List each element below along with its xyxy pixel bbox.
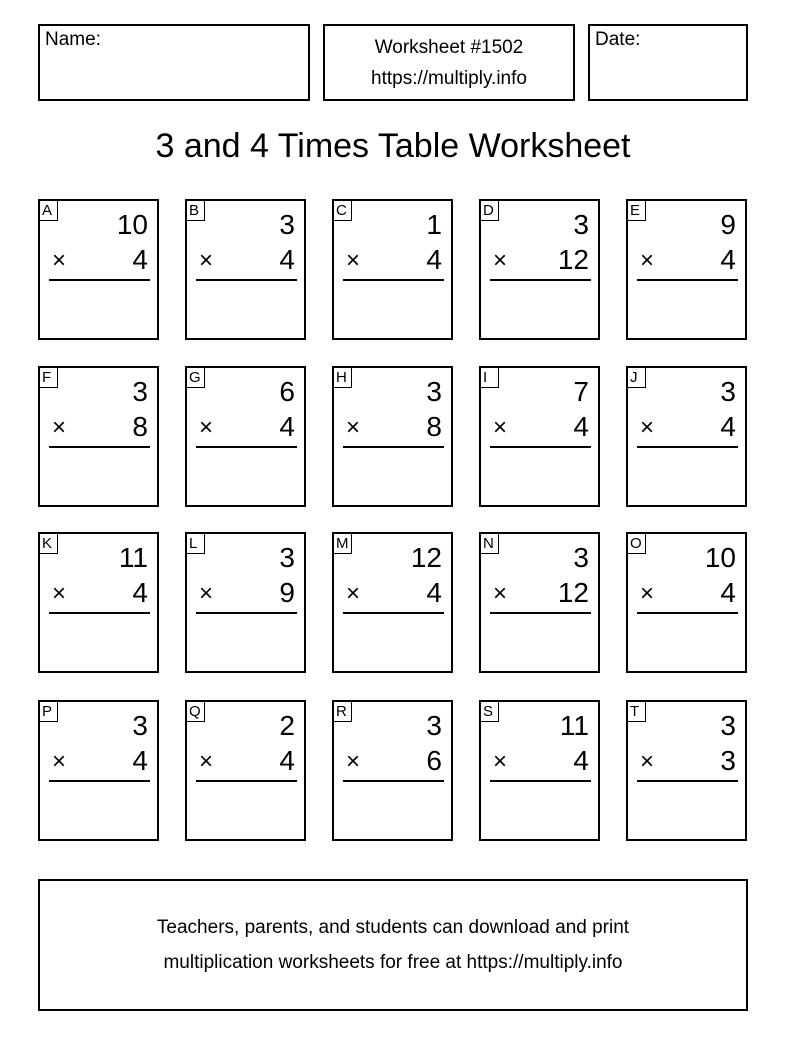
answer-line [49, 780, 150, 782]
times-sign: × [640, 748, 655, 775]
problem-card[interactable] [38, 199, 159, 340]
times-sign: × [493, 414, 508, 441]
multiplier: 12 [557, 244, 589, 275]
answer-area[interactable] [628, 450, 745, 505]
answer-line [490, 446, 591, 448]
problem-label: E [627, 200, 646, 221]
multiplier: 4 [279, 244, 295, 275]
problem-card[interactable] [479, 199, 600, 340]
times-sign: × [346, 748, 361, 775]
problem-label: H [333, 367, 352, 388]
multiplicand: 2 [279, 710, 295, 741]
worksheet-number: Worksheet #1502 [374, 37, 524, 58]
problem-label: M [333, 533, 352, 554]
name-label: Name: [45, 29, 101, 50]
times-sign: × [640, 580, 655, 607]
answer-line [49, 279, 150, 281]
multiplicand: 11 [559, 710, 589, 741]
times-sign: × [493, 580, 508, 607]
answer-line [196, 279, 297, 281]
problem-label: P [39, 701, 58, 722]
answer-line [49, 612, 150, 614]
times-sign: × [199, 580, 214, 607]
answer-line [196, 446, 297, 448]
multiplier: 9 [279, 577, 295, 608]
times-sign: × [199, 247, 214, 274]
answer-area[interactable] [334, 784, 451, 839]
problem-card[interactable] [185, 532, 306, 673]
multiplier: 4 [426, 577, 442, 608]
answer-area[interactable] [628, 283, 745, 338]
problem-card[interactable] [479, 532, 600, 673]
answer-area[interactable] [187, 450, 304, 505]
problem-card[interactable] [332, 366, 453, 507]
date-label: Date: [595, 29, 641, 50]
times-sign: × [52, 580, 67, 607]
times-sign: × [346, 247, 361, 274]
worksheet-url: https://multiply.info [371, 68, 527, 89]
problem-label: L [186, 533, 205, 554]
answer-line [343, 446, 444, 448]
answer-area[interactable] [628, 616, 745, 671]
times-sign: × [493, 247, 508, 274]
page-title: 3 and 4 Times Table Worksheet [155, 127, 631, 165]
answer-area[interactable] [628, 784, 745, 839]
multiplier: 4 [132, 745, 148, 776]
multiplier: 4 [279, 745, 295, 776]
multiplier: 4 [426, 244, 442, 275]
multiplicand: 7 [573, 376, 589, 407]
name-field-box[interactable] [38, 24, 310, 101]
multiplier: 12 [557, 577, 589, 608]
multiplier: 4 [573, 411, 589, 442]
answer-line [490, 279, 591, 281]
answer-area[interactable] [40, 616, 157, 671]
multiplier: 3 [720, 745, 736, 776]
answer-area[interactable] [187, 616, 304, 671]
problem-label: G [186, 367, 205, 388]
answer-area[interactable] [187, 784, 304, 839]
answer-line [637, 446, 738, 448]
answer-area[interactable] [481, 450, 598, 505]
multiplicand: 3 [426, 710, 442, 741]
problem-card[interactable] [479, 366, 600, 507]
answer-area[interactable] [481, 283, 598, 338]
footer-line-1: Teachers, parents, and students can download and print [156, 917, 630, 938]
problem-label: Q [186, 701, 205, 722]
answer-line [49, 446, 150, 448]
multiplicand: 3 [573, 542, 589, 573]
problem-card[interactable] [185, 700, 306, 841]
footer-box [38, 879, 748, 1011]
problem-label: S [480, 701, 499, 722]
answer-area[interactable] [40, 784, 157, 839]
times-sign: × [52, 748, 67, 775]
times-sign: × [52, 247, 67, 274]
problem-label: O [627, 533, 646, 554]
problem-card[interactable] [332, 532, 453, 673]
problem-card[interactable] [38, 700, 159, 841]
problem-card[interactable] [626, 199, 747, 340]
multiplicand: 1 [426, 209, 442, 240]
multiplier: 4 [132, 244, 148, 275]
multiplicand: 3 [573, 209, 589, 240]
times-sign: × [346, 414, 361, 441]
problem-label: R [333, 701, 352, 722]
multiplicand: 3 [132, 710, 148, 741]
problem-card[interactable] [626, 366, 747, 507]
problem-card[interactable] [626, 700, 747, 841]
multiplier: 4 [573, 745, 589, 776]
problem-card[interactable] [38, 532, 159, 673]
multiplicand: 3 [132, 376, 148, 407]
date-field-box[interactable] [588, 24, 748, 101]
times-sign: × [493, 748, 508, 775]
times-sign: × [52, 414, 67, 441]
times-sign: × [640, 247, 655, 274]
answer-line [196, 780, 297, 782]
problem-label: I [480, 367, 499, 388]
answer-area[interactable] [334, 450, 451, 505]
multiplier: 4 [720, 411, 736, 442]
problem-label: B [186, 200, 205, 221]
answer-area[interactable] [481, 616, 598, 671]
problem-label: T [627, 701, 646, 722]
problem-card[interactable] [38, 366, 159, 507]
answer-area[interactable] [187, 283, 304, 338]
problem-card[interactable] [626, 532, 747, 673]
problem-label: A [39, 200, 58, 221]
problem-card[interactable] [185, 199, 306, 340]
answer-line [343, 780, 444, 782]
times-sign: × [346, 580, 361, 607]
multiplicand: 3 [279, 542, 295, 573]
answer-area[interactable] [40, 283, 157, 338]
problem-card[interactable] [479, 700, 600, 841]
multiplicand: 9 [720, 209, 736, 240]
multiplicand: 11 [118, 542, 148, 573]
times-sign: × [199, 414, 214, 441]
answer-line [637, 612, 738, 614]
answer-area[interactable] [334, 616, 451, 671]
problem-label: J [627, 367, 646, 388]
problem-card[interactable] [332, 199, 453, 340]
multiplicand: 12 [410, 542, 442, 573]
answer-line [343, 279, 444, 281]
answer-line [637, 780, 738, 782]
problem-label: K [39, 533, 58, 554]
answer-area[interactable] [481, 784, 598, 839]
times-sign: × [199, 748, 214, 775]
answer-line [490, 780, 591, 782]
problem-card[interactable] [185, 366, 306, 507]
answer-area[interactable] [40, 450, 157, 505]
answer-line [637, 279, 738, 281]
answer-area[interactable] [334, 283, 451, 338]
multiplicand: 10 [704, 542, 736, 573]
footer-line-2: multiplication worksheets for free at https://multiply.info [163, 952, 623, 973]
multiplier: 8 [132, 411, 148, 442]
answer-line [343, 612, 444, 614]
multiplier: 4 [720, 577, 736, 608]
multiplicand: 6 [279, 376, 295, 407]
answer-line [196, 612, 297, 614]
problem-label: F [39, 367, 58, 388]
answer-line [490, 612, 591, 614]
multiplier: 4 [279, 411, 295, 442]
multiplicand: 3 [720, 376, 736, 407]
multiplier: 4 [132, 577, 148, 608]
multiplicand: 3 [426, 376, 442, 407]
times-sign: × [640, 414, 655, 441]
multiplicand: 3 [279, 209, 295, 240]
multiplier: 6 [426, 745, 442, 776]
problem-card[interactable] [332, 700, 453, 841]
worksheet-info-box [323, 24, 575, 101]
multiplier: 4 [720, 244, 736, 275]
multiplier: 8 [426, 411, 442, 442]
multiplicand: 3 [720, 710, 736, 741]
problem-label: N [480, 533, 499, 554]
problem-label: D [480, 200, 499, 221]
problem-label: C [333, 200, 352, 221]
multiplicand: 10 [116, 209, 148, 240]
